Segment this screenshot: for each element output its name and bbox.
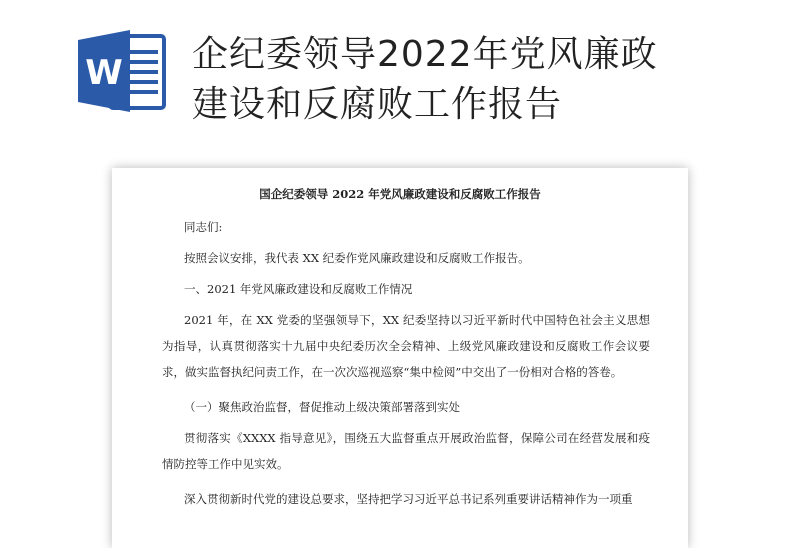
document-page [112, 168, 688, 548]
paragraph-intro: 按照会议安排，我代表 XX 纪委作党风廉政建设和反腐败工作报告。 [184, 251, 530, 265]
paragraph-2021-summary: 2021 年，在 XX 党委的坚强领导下，XX 纪委坚持以习近平新时代中国特色社会主义思想为指导，认真贯彻落实十九届中央纪委历次全会精神、上级党风廉政建设和反腐败工作会议要求，做实监督执纪问责工作，在一次次巡视巡察“集中检阅”中交出了一份相对合格的答卷。 [162, 313, 650, 379]
paragraph-party-building: 深入贯彻新时代党的建设总要求，坚持把学习习近平总书记系列重要讲话精神作为一项重 [184, 492, 633, 506]
word-icon-letter: W [85, 53, 123, 93]
subsection-heading-1: （一）聚焦政治监督，督促推动上级决策部署落到实处 [184, 400, 460, 414]
document-title: 国企纪委领导 2022 年党风廉政建设和反腐败工作报告 [259, 187, 541, 201]
paragraph-salutation: 同志们: [184, 220, 223, 234]
headline-line-1: 企纪委领导2022年党风廉政 [192, 34, 658, 75]
section-heading-1: 一、2021 年党风廉政建设和反腐败工作情况 [184, 282, 413, 296]
headline-line-2: 建设和反腐败工作报告 [192, 84, 563, 125]
headline [192, 30, 772, 130]
word-app-icon [76, 28, 168, 114]
paragraph-guidance: 贯彻落实《XXXX 指导意见》，围绕五大监督重点开展政治监督，保障公司在经营发展和疫情防控等工作中见实效。 [162, 431, 650, 471]
